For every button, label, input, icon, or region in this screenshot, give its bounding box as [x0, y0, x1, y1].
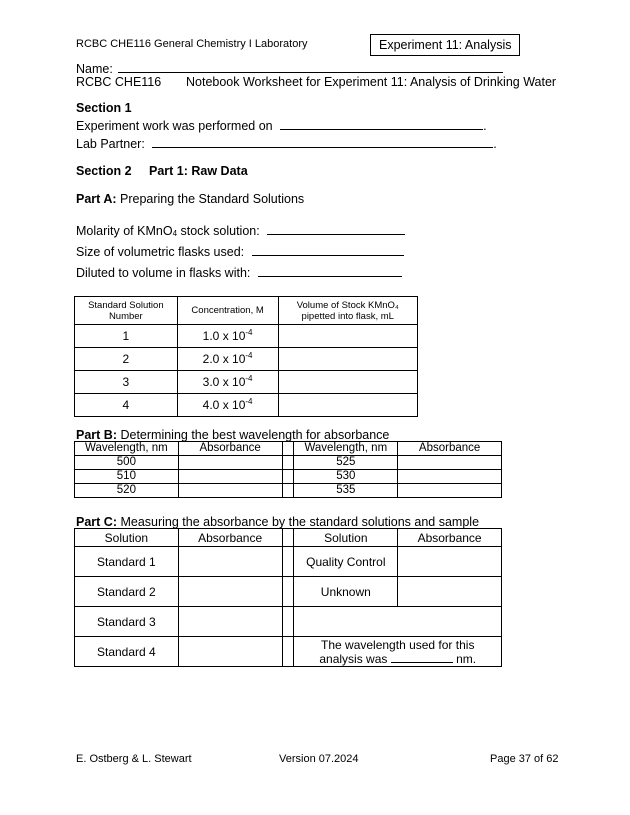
wavelength-blank[interactable]	[391, 652, 453, 663]
volume-cell[interactable]	[278, 371, 418, 394]
partner-label: Lab Partner:	[76, 137, 145, 151]
col-header-wavelength-right: Wavelength, nm	[294, 442, 398, 456]
partC-label: Part C:	[76, 515, 117, 529]
table-row	[75, 607, 502, 637]
absorbance-cell[interactable]	[178, 456, 282, 470]
wavelength-cell: 530	[294, 470, 398, 484]
course-short: RCBC CHE116	[76, 75, 162, 89]
partB-heading	[76, 428, 389, 442]
col-header-absorbance-left: Absorbance	[178, 442, 282, 456]
wavelength-note	[294, 637, 502, 667]
table-row	[75, 456, 502, 470]
concentration-cell: 4.0 x $10^{-4}$	[177, 394, 278, 417]
absorbance-cell[interactable]	[178, 577, 282, 607]
partC-heading	[76, 515, 479, 529]
course-header: RCBC CHE116 General Chemistry I Laboratory	[76, 38, 308, 50]
table-row	[75, 577, 502, 607]
absorbance-cell[interactable]	[398, 484, 502, 498]
wavelength-cell: 520	[75, 484, 179, 498]
name-blank[interactable]	[118, 60, 503, 73]
section2-subtitle: Part 1: Raw Data	[149, 164, 248, 178]
standard-solutions-table	[74, 296, 418, 417]
molarity-row	[76, 222, 405, 238]
performed-row: Experiment work was performed on .	[76, 119, 487, 133]
table-row	[75, 637, 502, 667]
wavelength-cell: 535	[294, 484, 398, 498]
col-header-solution-right: Solution	[294, 529, 398, 547]
standard-number: 4	[75, 394, 178, 417]
flask-size-row	[76, 243, 404, 259]
absorbance-cell[interactable]	[398, 470, 502, 484]
section2-title: Section 2	[76, 164, 132, 178]
absorbance-cell[interactable]	[178, 547, 282, 577]
spacer-cell	[282, 547, 294, 577]
footer-version: Version 07.2024	[279, 753, 359, 765]
table-row	[75, 348, 418, 371]
wavelength-note-line2: analysis was nm.	[319, 651, 477, 666]
col-header-absorbance-right: Absorbance	[398, 529, 502, 547]
absorbance-cell[interactable]	[178, 607, 282, 637]
table-header-row	[75, 297, 418, 325]
standard-number: 2	[75, 348, 178, 371]
partB-label: Part B:	[76, 428, 117, 442]
partner-row: Lab Partner: .	[76, 137, 497, 151]
absorbance-table	[74, 528, 502, 667]
partA-title: Preparing the Standard Solutions	[120, 192, 305, 206]
col-header-wavelength-left: Wavelength, nm	[75, 442, 179, 456]
partB-title: Determining the best wavelength for absorbance	[120, 428, 390, 442]
solution-cell: Standard 1	[75, 547, 179, 577]
solution-cell: Standard 4	[75, 637, 179, 667]
absorbance-cell[interactable]	[178, 470, 282, 484]
table-row	[75, 484, 502, 498]
empty-merged-cell	[294, 607, 502, 637]
table-header-row	[75, 442, 502, 456]
table-header-row	[75, 529, 502, 547]
performed-date-blank[interactable]	[280, 117, 483, 130]
solution-cell: Standard 3	[75, 607, 179, 637]
spacer-cell	[282, 637, 294, 667]
molarity-label: Molarity of KMnO$_4$ stock solution:	[76, 224, 260, 238]
spacer-cell	[282, 442, 294, 456]
table-row	[75, 470, 502, 484]
concentration-cell: 2.0 x $10^{-4}$	[177, 348, 278, 371]
flask-size-label: Size of volumetric flasks used:	[76, 245, 245, 259]
col-header-absorbance-right: Absorbance	[398, 442, 502, 456]
spacer-cell	[282, 456, 294, 470]
partA-label: Part A:	[76, 192, 117, 206]
solution-cell: Quality Control	[294, 547, 398, 577]
name-label: Name:	[76, 62, 113, 76]
concentration-cell: 1.0 x $10^{-4}$	[177, 325, 278, 348]
partC-title: Measuring the absorbance by the standard solutions and sample	[120, 515, 480, 529]
col-header-volume: Volume of Stock KMnO₄ pipetted into flask, mL	[278, 297, 418, 325]
table-row	[75, 394, 418, 417]
concentration-cell: 3.0 x $10^{-4}$	[177, 371, 278, 394]
spacer-cell	[282, 484, 294, 498]
absorbance-cell[interactable]	[178, 484, 282, 498]
absorbance-cell[interactable]	[178, 637, 282, 667]
wavelength-note-line1: The wavelength used for this	[321, 637, 475, 652]
wavelength-table	[74, 441, 502, 498]
footer-authors: E. Ostberg & L. Stewart	[76, 753, 192, 765]
standard-number: 1	[75, 325, 178, 348]
volume-cell[interactable]	[278, 394, 418, 417]
diluted-label: Diluted to volume in flasks with:	[76, 266, 251, 280]
solution-cell: Unknown	[294, 577, 398, 607]
absorbance-cell[interactable]	[398, 577, 502, 607]
solution-cell: Standard 2	[75, 577, 179, 607]
experiment-box: Experiment 11: Analysis	[370, 34, 520, 56]
spacer-cell	[282, 470, 294, 484]
wavelength-cell: 510	[75, 470, 179, 484]
col-header-number: Standard Solution Number	[75, 297, 178, 325]
footer-page: Page 37 of 62	[490, 753, 559, 765]
table-row	[75, 547, 502, 577]
table-row	[75, 325, 418, 348]
spacer-cell	[282, 529, 294, 547]
table-row	[75, 371, 418, 394]
partA-heading	[76, 192, 304, 206]
col-header-absorbance-left: Absorbance	[178, 529, 282, 547]
spacer-cell	[282, 577, 294, 607]
volume-cell[interactable]	[278, 348, 418, 371]
worksheet-title: Notebook Worksheet for Experiment 11: Analysis of Drinking Water	[186, 75, 557, 89]
col-header-concentration: Concentration, M	[177, 297, 278, 325]
col-header-solution-left: Solution	[75, 529, 179, 547]
section1-title: Section 1	[76, 101, 132, 115]
diluted-row	[76, 264, 402, 280]
partner-blank[interactable]	[152, 135, 493, 148]
spacer-cell	[282, 607, 294, 637]
wavelength-cell: 500	[75, 456, 179, 470]
wavelength-cell: 525	[294, 456, 398, 470]
name-row	[76, 60, 503, 76]
performed-label: Experiment work was performed on	[76, 119, 273, 133]
standard-number: 3	[75, 371, 178, 394]
absorbance-cell[interactable]	[398, 547, 502, 577]
absorbance-cell[interactable]	[398, 456, 502, 470]
volume-cell[interactable]	[278, 325, 418, 348]
diluted-blank[interactable]	[258, 264, 402, 277]
flask-size-blank[interactable]	[252, 243, 404, 256]
molarity-blank[interactable]	[267, 222, 405, 235]
